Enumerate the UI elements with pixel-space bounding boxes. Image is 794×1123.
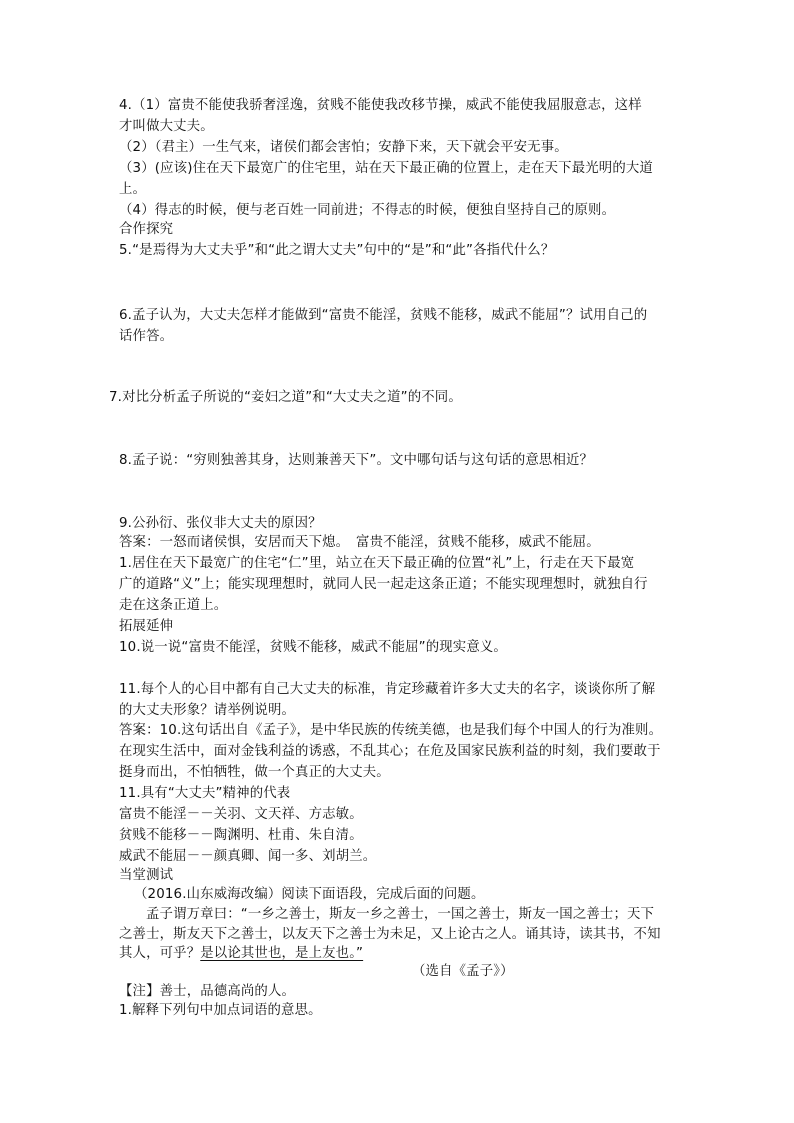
answer-4-3-line2: 上。 xyxy=(119,182,147,197)
test-question-1: 1.解释下列句中加点词语的意思。 xyxy=(119,1003,322,1018)
passage-line2: 之善士，斯友天下之善士，以友天下之善士为未足，又上论古之人。诵其诗，读其书，不知 xyxy=(119,927,661,942)
question-8: 8.孟子说：“穷则独善其身，达则兼善天下”。文中哪句话与这句话的意思相近？ xyxy=(119,453,594,468)
answer-10-line1: 答案：10.这句话出自《孟子》，是中华民族的传统美德，也是我们每个中国人的行为准则。 xyxy=(119,723,663,738)
answer-11-item-3: 威武不能屈－－颜真卿、闻一多、刘胡兰。 xyxy=(119,849,377,864)
answer-4-4: （4）得志的时候，便与老百姓一同前进；不得志的时候，便独自坚持自己的原则。 xyxy=(119,203,616,218)
passage-line1: 孟子谓万章曰：“一乡之善士，斯友一乡之善士，一国之善士，斯友一国之善士；天下 xyxy=(146,907,655,922)
passage-line3-start: 其人，可乎？ xyxy=(119,946,201,961)
answer-1-line1: 1.居住在天下最宽广的住宅“仁”里，站立在天下最正确的位置“礼”上，行走在天下最宽 xyxy=(119,556,635,571)
answer-9: 答案：一怒而诸侯惧，安居而天下熄。 富贵不能淫，贫贱不能移，威武不能屈。 xyxy=(119,535,600,550)
answer-10-line2: 在现实生活中，面对金钱利益的诱惑，不乱其心；在危及国家民族利益的时刻，我们要敢于 xyxy=(119,744,661,759)
underlined-sentence: 是以论其世也，是上友也。” xyxy=(200,946,364,961)
question-10: 10.说一说“富贵不能淫，贫贱不能移，威武不能屈”的现实意义。 xyxy=(119,640,507,655)
answer-10-line3: 挺身而出，不怕牺牲，做一个真正的大丈夫。 xyxy=(119,765,390,780)
answer-4-3-line1: （3）(应该)住在天下最宽广的住宅里，站在天下最正确的位置上，走在天下最光明的大道 xyxy=(119,161,653,176)
question-6-line2: 话作答。 xyxy=(119,329,174,344)
question-9: 9.公孙衍、张仪非大丈夫的原因？ xyxy=(119,516,322,531)
question-5: 5.“是焉得为大丈夫乎”和“此之谓大丈夫”句中的“是”和“此”各指代什么？ xyxy=(119,243,555,258)
question-7: 7.对比分析孟子所说的“妾妇之道”和“大丈夫之道”的不同。 xyxy=(109,390,462,405)
passage-source: （选自《孟子》） xyxy=(412,964,514,979)
answer-11-item-2: 贫贱不能移－－陶渊明、杜甫、朱自清。 xyxy=(119,828,363,843)
question-6-line1: 6.孟子认为，大丈夫怎样才能做到“富贵不能淫，贫贱不能移，威武不能屈”？试用自己的 xyxy=(119,308,648,323)
question-11-line1: 11.每个人的心目中都有自己大丈夫的标准，肯定珍藏着许多大丈夫的名字，谈谈你所了解 xyxy=(119,682,656,697)
answer-4-1-line1: 4.（1）富贵不能使我骄奢淫逸，贫贱不能使我改移节操，威武不能使我屈服意志，这样 xyxy=(119,98,642,113)
answer-11-item-1: 富贵不能淫－－关羽、文天祥、方志敏。 xyxy=(119,807,363,822)
answer-11-heading: 11.具有“大丈夫”精神的代表 xyxy=(119,786,291,801)
answer-1-line2: 广的道路“义”上；能实现理想时，就同人民一起走这条正道；不能实现理想时，就独自行 xyxy=(119,577,648,592)
reading-instruction: （2016.山东威海改编）阅读下面语段，完成后面的问题。 xyxy=(134,887,485,902)
answer-4-1-line2: 才叫做大丈夫。 xyxy=(119,119,214,134)
answer-4-2: （2）（君主）一生气来，诸侯们都会害怕；安静下来，天下就会平安无事。 xyxy=(119,140,568,155)
question-11-line2: 的大丈夫形象？请举例说明。 xyxy=(119,703,296,718)
passage-line3 xyxy=(119,944,363,963)
section-heading-extension: 拓展延伸 xyxy=(119,619,174,634)
answer-1-line3: 走在这条正道上。 xyxy=(119,598,228,613)
section-heading-class-test: 当堂测试 xyxy=(119,868,174,883)
passage-note: 【注】善士，品德高尚的人。 xyxy=(119,984,296,999)
section-heading-cooperation: 合作探究 xyxy=(119,222,174,237)
